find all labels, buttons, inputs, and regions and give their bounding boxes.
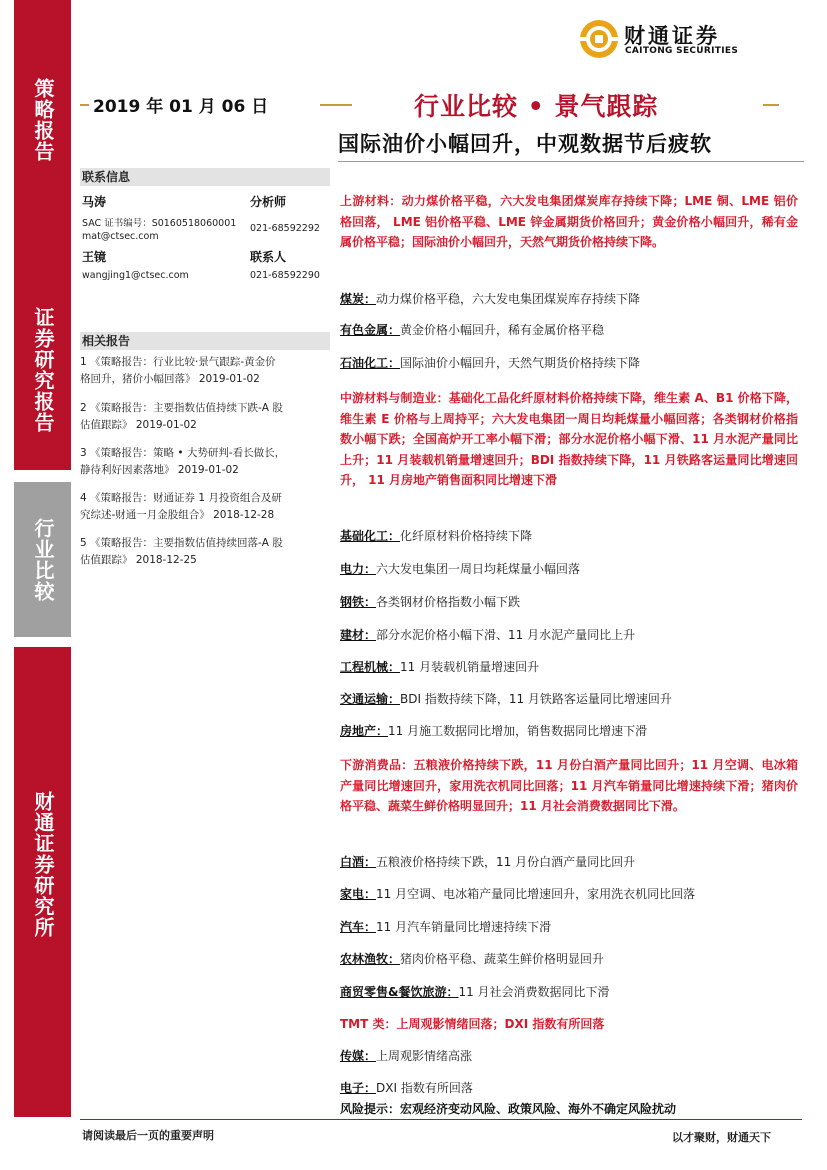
contact-heading: 联系信息 <box>80 168 330 186</box>
sector-line-media: 传媒：上周观影情绪高涨 <box>340 1049 473 1063</box>
sector-line-appliances: 家电：11 月空调、电冰箱产量同比增速回升，家用洗衣机同比回落 <box>340 887 696 901</box>
contact-role: 联系人 <box>250 250 287 264</box>
brand-logo <box>578 18 778 62</box>
title-dash-left <box>320 104 352 106</box>
sector-line-machinery: 工程机械：11 月装载机销量增速回升 <box>340 660 540 674</box>
sector-line-retail: 商贸零售&餐饮旅游：11 月社会消费数据同比下滑 <box>340 985 610 999</box>
analyst-role: 分析师 <box>250 195 287 209</box>
tmt-summary: TMT 类：上周观影情绪回落；DXI 指数有所回落 <box>340 1017 605 1031</box>
related-report-item[interactable]: 4 《策略报告：财通证券 1 月投资组合及研 究综述-财通一月金股组合》 2018-12-28 <box>80 492 282 521</box>
downstream-summary: 下游消费品：五粮液价格持续下跌，11 月份白酒产量同比回升；11 月空调、电冰箱产量同比增速回升，家用洗衣机同比回落；11 月汽车销量同比增速持续下滑；猪肉价格平稳、蔬菜生鲜价格明显回升；11 月社会消费数据同比下滑。 <box>340 758 798 813</box>
sidebar-industry-label: 行业比较 <box>31 517 55 602</box>
sector-line-petrochem: 石油化工：国际油价小幅回升，天然气期货价格持续下降 <box>340 356 641 370</box>
analyst-cert: SAC 证书编号：S0160518060001 <box>82 218 237 229</box>
contact-name: 王镜 <box>82 250 107 264</box>
contact-phone: 021-68592290 <box>250 270 320 281</box>
sector-line-transport: 交通运输：BDI 指数持续下降，11 月铁路客运量同比增速回升 <box>340 692 672 706</box>
sidebar-strategy-label: 策略报告 <box>31 78 55 162</box>
midstream-summary: 中游材料与制造业：基础化工品化纤原材料价格持续下降，维生素 A、B1 价格下降，维生素 E 价格与上周持平；六大发电集团一周日均耗煤量小幅回落；各类钢材价格指数小幅下跌；全国高炉开工率小幅下滑；部分水泥价格小幅下滑、11 月水泥产量同比上升；11 月装载机销量增速回升；BDI 指数持续下降，11 月铁路客运量同比增速回升， 11 月房地产销售面积同比增速下滑 <box>340 391 798 487</box>
risk-warning: 风险提示：宏观经济变动风险、政策风险、海外不确定风险扰动 <box>340 1102 677 1116</box>
related-report-item[interactable]: 5 《策略报告：主要指数估值持续回落-A 股 估值跟踪》 2018-12-25 <box>80 537 283 566</box>
contact-email: wangjing1@ctsec.com <box>82 270 189 281</box>
report-subtitle: 国际油价小幅回升，中观数据节后疲软 <box>338 131 712 156</box>
sector-line-realestate: 房地产：11 月施工数据同比增加，销售数据同比增速下滑 <box>340 724 648 738</box>
sector-line-agriculture: 农林渔牧：猪肉价格平稳、蔬菜生鲜价格明显回升 <box>340 952 605 966</box>
footer-disclaimer-note: 请阅读最后一页的重要声明 <box>82 1129 214 1142</box>
sidebar-gray-block <box>14 482 71 637</box>
footer-divider <box>80 1119 802 1120</box>
title-dash-right <box>763 104 779 106</box>
related-report-item[interactable]: 2 《策略报告：主要指数估值持续下跌-A 股 估值跟踪》 2019-01-02 <box>80 402 283 431</box>
sector-line-auto: 汽车：11 月汽车销量同比增速持续下滑 <box>340 920 552 934</box>
sector-line-metals: 有色金属：黄金价格小幅回升，稀有金属价格平稳 <box>340 323 605 337</box>
sidebar-red-block <box>14 0 71 470</box>
related-report-item[interactable]: 3 《策略报告：策略 • 大势研判-看长做长， 静待利好因素落地》 2019-01-02 <box>80 447 286 476</box>
sector-line-chemicals: 基础化工：化纤原材料价格持续下降 <box>340 529 533 543</box>
logo-name: 财通证券 <box>624 24 720 48</box>
sidebar-institute-label: 财通证券研究所 <box>31 791 55 938</box>
sector-line-coal: 煤炭：动力煤价格平稳，六大发电集团煤炭库存持续下降 <box>340 292 641 306</box>
upstream-summary: 上游材料：动力煤价格平稳，六大发电集团煤炭库存持续下降；LME 铜、LME 铝价格回落， LME 铝价格平稳、LME 锌金属期货价格回升；黄金价格小幅回升，稀有金属价格平稳；国际油价小幅回升，天然气期货价格持续下降。 <box>340 194 798 249</box>
sidebar-red-bottom <box>14 647 71 1117</box>
sector-line-electronics: 电子：DXI 指数有所回落 <box>340 1081 473 1095</box>
report-date: 2019 年 01 月 06 日 <box>93 97 269 117</box>
subtitle-divider <box>338 161 804 162</box>
analyst-email: mat@ctsec.com <box>82 231 159 242</box>
related-report-item[interactable]: 1 《策略报告：行业比较·景气跟踪-黄金价 格回升，猪价小幅回落》 2019-01-02 <box>80 356 276 385</box>
date-dash-left <box>80 104 89 106</box>
caitong-logo-icon <box>578 18 620 60</box>
logo-english-name: CAITONG SECURITIES <box>625 46 739 56</box>
related-heading: 相关报告 <box>80 332 330 350</box>
sector-line-power: 电力：六大发电集团一周日均耗煤量小幅回落 <box>340 562 581 576</box>
sector-line-building: 建材：部分水泥价格小幅下滑、11 月水泥产量同比上升 <box>340 628 636 642</box>
sector-line-liquor: 白酒：五粮液价格持续下跌，11 月份白酒产量同比回升 <box>340 855 636 869</box>
analyst-name: 马涛 <box>82 195 107 209</box>
analyst-phone: 021-68592292 <box>250 223 320 234</box>
report-title: 行业比较 • 景气跟踪 <box>414 92 659 121</box>
footer-slogan: 以才聚财，财通天下 <box>672 1131 771 1144</box>
sector-line-steel: 钢铁：各类钢材价格指数小幅下跌 <box>340 595 521 609</box>
sidebar-securities-label: 证券研究报告 <box>31 307 55 433</box>
